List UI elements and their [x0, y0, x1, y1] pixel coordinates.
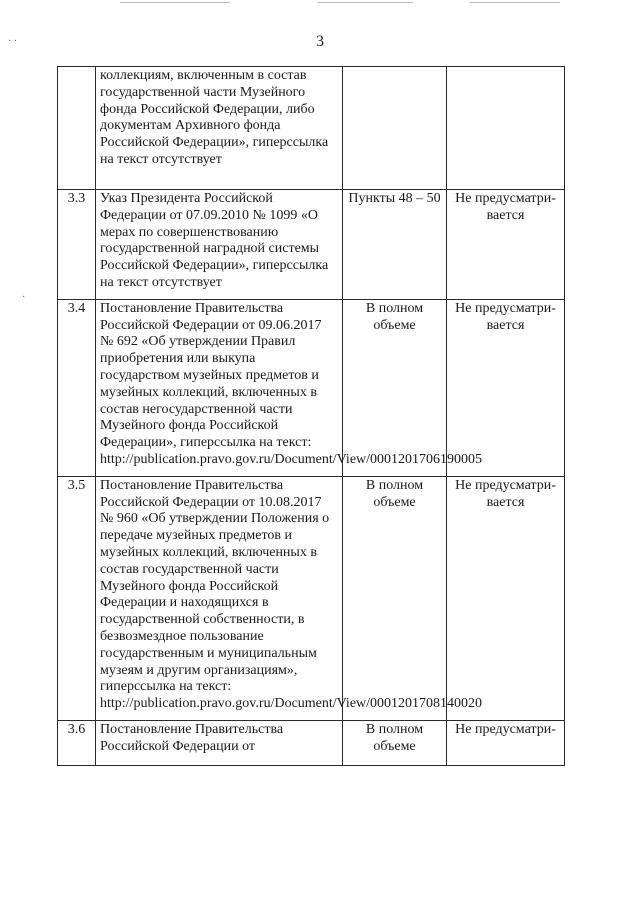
document-title: коллекциям, включенным в состав государственной части Музейного фонда Российской Федерации, либо документам Архивного фонда Российской Федерации», гиперссылка на текст отсутствует: [96, 67, 343, 190]
row-note: Не предусматри-вается: [447, 299, 565, 476]
document-title: Постановление Правительства Российской Федерации от 10.08.2017 № 960 «Об утверждении Положения о передаче музейных предметов и музейных коллекций, включенных в состав государственной части Музейного фонда Российской Федерации и находящихся в государственной собственности, в безвозмездное пользование государственным и муниципальным музеям и другим организациям», гиперссылка на текст: http://publication.pravo.gov.ru/Document/View/0001201708140020: [96, 476, 343, 720]
table-row: [58, 190, 565, 300]
row-number: 3.4: [58, 299, 96, 476]
row-number: [58, 67, 96, 190]
application-volume: В полном объеме: [343, 720, 447, 765]
row-note: Не предусматри-: [447, 720, 565, 765]
document-title: Указ Президента Российской Федерации от 07.09.2010 № 1099 «О мерах по совершенствованию государственной наградной системы Российской Федерации», гиперссылка на текст отсутствует: [96, 190, 343, 300]
row-number: 3.3: [58, 190, 96, 300]
table-row: [58, 299, 565, 476]
scan-speck: · ·: [8, 36, 18, 47]
row-number: 3.5: [58, 476, 96, 720]
regulations-table: [57, 66, 565, 766]
application-volume: Пункты 48 – 50: [343, 190, 447, 300]
row-note: [447, 67, 565, 190]
scan-speck: ·: [22, 292, 26, 303]
top-scan-rule: [120, 2, 230, 3]
application-volume: [343, 67, 447, 190]
application-volume: В полном объеме: [343, 299, 447, 476]
table-row: [58, 720, 565, 765]
page-number: 3: [316, 33, 324, 50]
document-title: Постановление Правительства Российской Федерации от: [96, 720, 343, 765]
application-volume: В полном объеме: [343, 476, 447, 720]
document-title: Постановление Правительства Российской Федерации от 09.06.2017 № 692 «Об утверждении Правил приобретения или выкупа государством музейных предметов и музейных коллекций, включенных в состав негосударственной части Музейного фонда Российской Федерации», гиперссылка на текст: http://publication.pravo.gov.ru/Document/View/0001201706190005: [96, 299, 343, 476]
row-note: Не предусматри-вается: [447, 190, 565, 300]
table-row: [58, 67, 565, 190]
row-note: Не предусматри-вается: [447, 476, 565, 720]
row-number: 3.6: [58, 720, 96, 765]
top-scan-rule: [470, 2, 560, 3]
table-row: [58, 476, 565, 720]
top-scan-rule: [318, 2, 413, 3]
